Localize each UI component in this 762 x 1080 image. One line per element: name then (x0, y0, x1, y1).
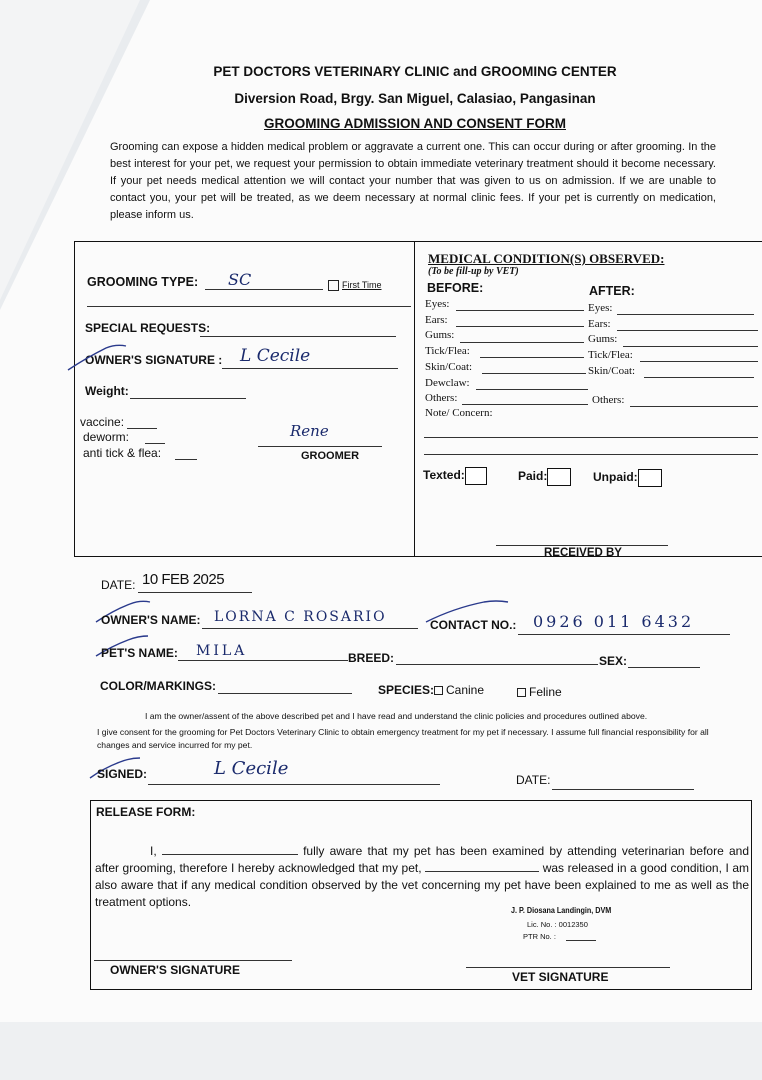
groomer-label: GROOMER (301, 450, 360, 462)
texted-checkbox-icon[interactable] (465, 467, 487, 485)
note-line-1[interactable] (424, 437, 758, 438)
grooming-type-line (205, 289, 323, 290)
owner-signature-release-label: OWNER'S SIGNATURE (110, 963, 240, 977)
species-label: SPECIES: (378, 683, 435, 697)
grooming-type-value[interactable]: SC (228, 270, 252, 289)
release-text-a: I, (150, 844, 157, 858)
weight-label: Weight: (85, 384, 129, 398)
canine-label: Canine (446, 683, 485, 697)
vet-signature-line[interactable] (466, 967, 670, 968)
contact-value[interactable]: 0926 011 6432 (533, 612, 695, 631)
owner-name-line (202, 628, 418, 629)
before-skincoat-line[interactable] (482, 373, 586, 374)
paid-field[interactable] (518, 468, 571, 486)
received-by-line[interactable] (496, 545, 668, 546)
checkbox-icon[interactable] (517, 688, 526, 697)
release-title: RELEASE FORM: (96, 805, 196, 819)
vet-stamp-name: J. P. Diosana Landingin, DVM (511, 906, 612, 915)
after-others-line[interactable] (630, 406, 758, 407)
before-item: Dewclaw: (425, 376, 470, 389)
vaccine-line[interactable] (127, 428, 157, 429)
after-gums-line[interactable] (623, 346, 758, 347)
antitick-line[interactable] (175, 459, 197, 460)
release-text-c: was released in a good condition, I am also aware that if any medical condition observed by the vet concerning my pet have been explained to me as well as the treatment options. (95, 861, 749, 909)
pet-name-label: PET'S NAME: (101, 646, 178, 660)
before-ears-line[interactable] (456, 326, 584, 327)
grooming-type-extra-line (87, 306, 411, 307)
before-item: Skin/Coat: (425, 360, 473, 373)
before-dewclaw-line[interactable] (476, 389, 588, 390)
consent-date-line[interactable] (552, 789, 694, 790)
before-label: BEFORE: (427, 281, 484, 295)
texted-label: Texted: (423, 468, 465, 483)
paid-label: Paid: (518, 469, 548, 484)
after-others-label: Others: (592, 394, 625, 406)
date-value[interactable]: 10 FEB 2025 (142, 571, 225, 588)
first-time-checkbox[interactable] (328, 280, 382, 291)
before-item: Eyes: (425, 298, 450, 310)
vet-ptr-line (566, 940, 596, 941)
signed-value: L Cecile (214, 758, 289, 779)
date-label: DATE: (101, 578, 136, 592)
groomer-line[interactable] (258, 446, 382, 447)
after-item: Eyes: (588, 302, 613, 314)
vet-stamp-lic: Lic. No. : 0012350 (527, 920, 588, 929)
after-label: AFTER: (589, 284, 635, 298)
special-requests-line[interactable] (200, 336, 396, 337)
vet-signature-label: VET SIGNATURE (512, 970, 609, 984)
owner-name-value[interactable]: LORNA C ROSARIO (214, 609, 387, 625)
consent-line-1: I am the owner/assent of the above described pet and I have read and understand the clinic policies and procedures outlined above. (145, 711, 648, 721)
main-box-divider (414, 241, 415, 557)
deworm-label: deworm: (83, 430, 130, 444)
release-owner-name-line[interactable] (162, 844, 298, 855)
release-text-b: fully aware that my pet has been examined by attending veterinarian before and after grooming, therefore I hereby acknowledged that my pet, (95, 844, 749, 875)
after-item: Skin/Coat: (588, 364, 636, 377)
first-time-label: First Time (342, 280, 382, 290)
release-pet-name-line[interactable] (425, 861, 539, 872)
breed-label: BREED: (348, 651, 395, 665)
weight-line[interactable] (130, 398, 246, 399)
form-title: GROOMING ADMISSION AND CONSENT FORM (264, 116, 566, 131)
before-eyes-line[interactable] (456, 310, 584, 311)
pen-tick-mark (66, 338, 136, 378)
before-items (425, 297, 472, 407)
feline-label: Feline (529, 685, 562, 699)
owner-signature-line[interactable] (222, 368, 398, 369)
bottom-page-edge (0, 1022, 762, 1080)
note-label: Note/ Concern: (425, 407, 493, 419)
unpaid-label: Unpaid: (593, 470, 638, 485)
before-item: Tick/Flea: (425, 345, 470, 358)
owner-signature-release-line[interactable] (94, 960, 292, 961)
clinic-name: PET DOCTORS VETERINARY CLINIC and GROOMING CENTER (213, 64, 617, 79)
antitick-label: anti tick & flea: (83, 446, 162, 460)
contact-line (518, 634, 730, 635)
owner-signature-value: L Cecile (240, 346, 311, 366)
consent-line-2: I give consent for the grooming for Pet Doctors Veterinary Clinic to obtain emergency treatment for my pet if necessary. I assume full financial responsibility for all changes and service incurred for my pet. (97, 727, 709, 750)
before-gums-line[interactable] (460, 342, 584, 343)
grooming-type-label: GROOMING TYPE: (87, 275, 199, 289)
clinic-address: Diversion Road, Brgy. San Miguel, Calasiao, Pangasinan (234, 91, 596, 106)
after-items (588, 301, 635, 380)
color-line[interactable] (218, 693, 352, 694)
owner-signature-label: OWNER'S SIGNATURE : (85, 353, 223, 367)
vet-stamp-ptr: PTR No. : (523, 932, 556, 941)
before-item: Ears: (425, 313, 448, 326)
breed-line[interactable] (396, 664, 598, 665)
medical-title: MEDICAL CONDITION(S) OBSERVED: (428, 251, 665, 266)
paid-checkbox-icon[interactable] (547, 468, 571, 486)
groomer-signature-value: Rene (290, 422, 329, 440)
owner-name-label: OWNER'S NAME: (101, 613, 201, 627)
after-item: Tick/Flea: (588, 349, 633, 362)
date-line (138, 592, 252, 593)
medical-subtitle: (To be fill-up by VET) (428, 266, 519, 277)
special-requests-label: SPECIAL REQUESTS: (85, 321, 211, 335)
before-others-line[interactable] (462, 404, 588, 405)
signed-label: SIGNED: (97, 767, 148, 781)
pet-name-value[interactable]: MILA (196, 643, 248, 659)
after-skincoat-line[interactable] (644, 377, 754, 378)
texted-field[interactable] (423, 467, 487, 485)
note-line-2[interactable] (424, 454, 758, 455)
pet-name-line (178, 660, 348, 661)
canine-option[interactable] (434, 683, 484, 697)
deworm-line[interactable] (145, 443, 165, 444)
consent-date-label: DATE: (516, 773, 551, 787)
after-eyes-line[interactable] (617, 314, 754, 315)
unpaid-field[interactable] (593, 469, 662, 487)
before-item: Gums: (425, 329, 455, 342)
vaccine-label: vaccine: (80, 415, 125, 429)
after-ears-line[interactable] (617, 330, 758, 331)
after-item: Gums: (588, 333, 618, 346)
contact-label: CONTACT NO.: (430, 618, 517, 632)
after-item: Ears: (588, 317, 611, 330)
signed-line[interactable] (148, 784, 440, 785)
sex-label: SEX: (599, 654, 628, 668)
checkbox-icon[interactable] (328, 280, 339, 291)
release-paragraph (95, 843, 749, 911)
before-item: Others: (425, 392, 458, 405)
checkbox-icon[interactable] (434, 686, 443, 695)
feline-option[interactable] (517, 685, 562, 699)
color-label: COLOR/MARKINGS: (100, 679, 216, 693)
received-by-label: RECEIVED BY (544, 547, 622, 559)
before-tickflea-line[interactable] (480, 357, 584, 358)
intro-paragraph: Grooming can expose a hidden medical problem or aggravate a current one. This can occur during or after grooming. In the best interest for your pet, we request your permission to obtain immediate veterinary treatment should it become necessary. If your pet needs medical attention we will contact your number that was given to us on admission. If we are unable to contact you, your pet will be treated, as we deem necessary at normal clinic fees. If your pet is currently on medication, please inform us. (110, 141, 716, 221)
unpaid-checkbox-icon[interactable] (638, 469, 662, 487)
after-tickflea-line[interactable] (640, 361, 758, 362)
sex-line[interactable] (628, 667, 700, 668)
